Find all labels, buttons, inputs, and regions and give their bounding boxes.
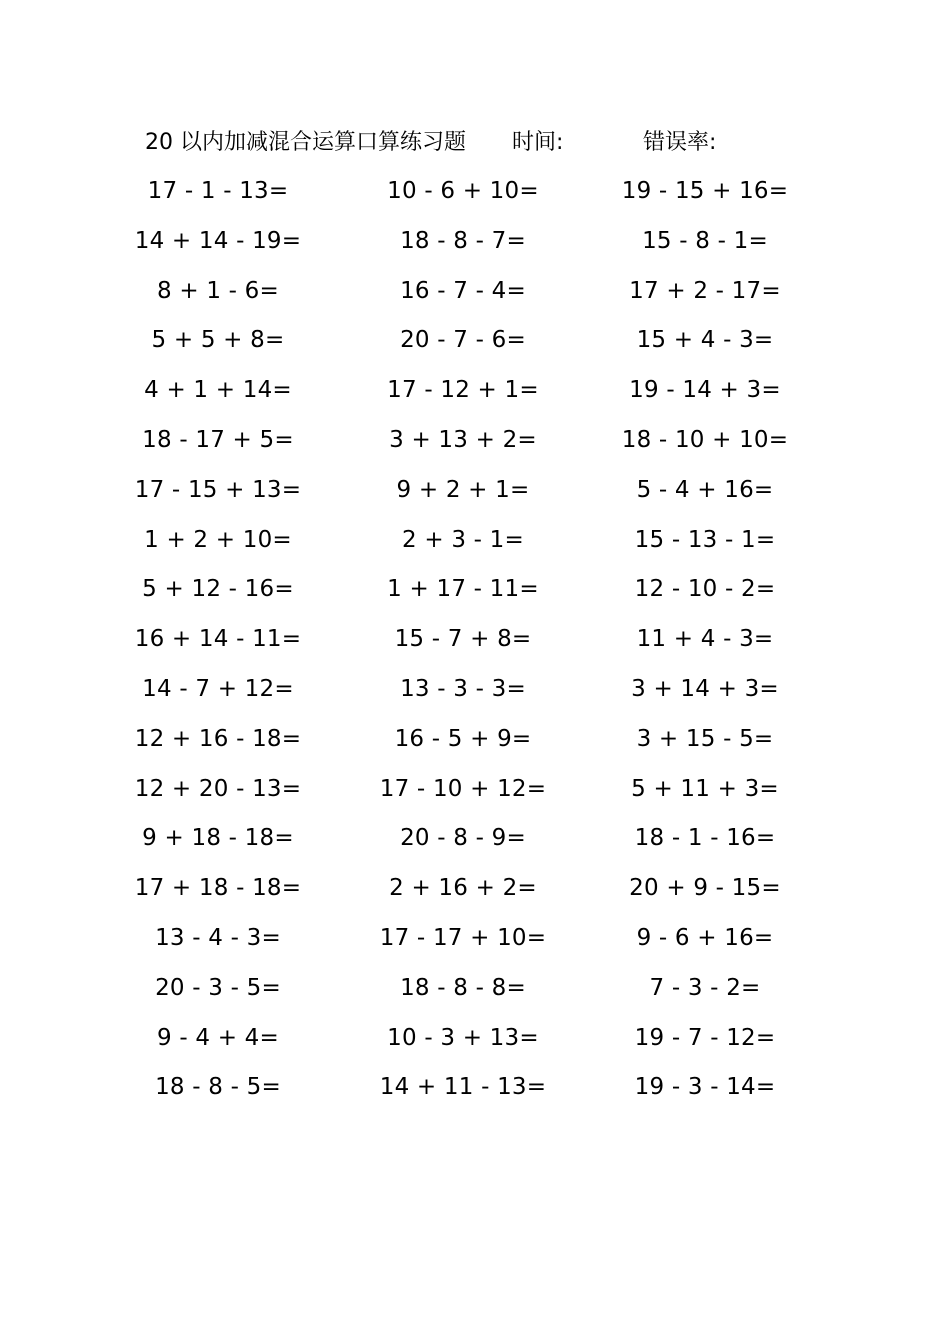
math-problem: 5 + 11 + 3= (631, 775, 779, 802)
math-problem: 7 - 3 - 2= (649, 974, 761, 1001)
math-problem: 18 - 1 - 16= (634, 825, 776, 852)
math-problem: 15 - 8 - 1= (642, 227, 768, 254)
problem-row (0, 971, 950, 1021)
problem-row (0, 274, 950, 324)
math-problem: 15 + 4 - 3= (636, 327, 774, 354)
math-problem: 17 + 2 - 17= (629, 277, 781, 304)
math-problem: 10 - 3 + 13= (387, 1024, 539, 1051)
math-problem: 20 - 8 - 9= (400, 825, 526, 852)
math-problem: 3 + 15 - 5= (636, 725, 774, 752)
math-problem: 19 - 7 - 12= (634, 1024, 776, 1051)
math-problem: 1 + 2 + 10= (144, 526, 292, 553)
math-problem: 19 - 15 + 16= (621, 178, 789, 204)
math-problem: 12 + 16 - 18= (134, 725, 302, 752)
math-problem: 19 - 14 + 3= (629, 377, 781, 404)
math-problem: 9 + 18 - 18= (142, 825, 294, 852)
math-problem: 14 - 7 + 12= (142, 675, 294, 702)
problem-row (0, 672, 950, 722)
math-problem: 3 + 13 + 2= (389, 426, 537, 453)
problem-row (0, 174, 950, 224)
math-problem: 15 - 13 - 1= (634, 526, 776, 553)
math-problem: 16 + 14 - 11= (134, 626, 302, 653)
problem-row (0, 622, 950, 672)
problem-row (0, 821, 950, 871)
problem-row (0, 871, 950, 921)
error-rate-label: 错误率: (643, 130, 717, 155)
problem-row (0, 473, 950, 523)
math-problem: 5 + 12 - 16= (142, 576, 294, 603)
math-problem: 17 - 12 + 1= (387, 377, 539, 404)
time-label: 时间: (512, 130, 564, 155)
problem-row (0, 1021, 950, 1071)
math-problem: 2 + 16 + 2= (389, 875, 537, 902)
math-problem: 9 - 6 + 16= (636, 924, 774, 951)
worksheet-title: 20 以内加减混合运算口算练习题 (145, 130, 466, 155)
problem-row (0, 224, 950, 274)
math-problem: 13 - 4 - 3= (155, 924, 281, 951)
math-problem: 17 - 1 - 13= (147, 178, 289, 204)
math-problem: 20 - 7 - 6= (400, 327, 526, 354)
problem-row (0, 572, 950, 622)
math-problem: 17 - 17 + 10= (379, 924, 547, 951)
math-problem: 18 - 17 + 5= (142, 426, 294, 453)
math-problem: 17 - 15 + 13= (134, 476, 302, 503)
math-problem: 3 + 14 + 3= (631, 675, 779, 702)
math-problem: 8 + 1 - 6= (157, 277, 279, 304)
math-problem: 5 + 5 + 8= (151, 327, 285, 354)
worksheet-header (145, 126, 805, 160)
math-problem: 12 - 10 - 2= (634, 576, 776, 603)
math-problem: 4 + 1 + 14= (144, 377, 292, 404)
math-problem: 9 + 2 + 1= (396, 476, 530, 503)
problem-row (0, 323, 950, 373)
math-problem: 17 - 10 + 12= (379, 775, 547, 802)
problem-row (0, 722, 950, 772)
math-problem: 16 - 5 + 9= (394, 725, 532, 752)
math-problem: 10 - 6 + 10= (387, 178, 539, 204)
math-problem: 2 + 3 - 1= (402, 526, 524, 553)
math-problem: 5 - 4 + 16= (636, 476, 774, 503)
math-problem: 20 + 9 - 15= (629, 875, 781, 902)
math-problem: 14 + 11 - 13= (379, 1074, 547, 1101)
problem-row (0, 921, 950, 971)
math-problem: 18 - 8 - 8= (400, 974, 526, 1001)
math-problem: 1 + 17 - 11= (387, 576, 539, 603)
math-problem: 12 + 20 - 13= (134, 775, 302, 802)
math-problem: 18 - 10 + 10= (621, 426, 789, 453)
math-problem: 15 - 7 + 8= (394, 626, 532, 653)
math-problem: 11 + 4 - 3= (636, 626, 774, 653)
math-problem: 16 - 7 - 4= (400, 277, 526, 304)
math-problem: 17 + 18 - 18= (134, 875, 302, 902)
problem-row (0, 772, 950, 822)
math-problem: 13 - 3 - 3= (400, 675, 526, 702)
problem-row (0, 1070, 950, 1120)
math-problem: 18 - 8 - 5= (155, 1074, 281, 1101)
problem-grid (0, 174, 950, 1120)
math-problem: 19 - 3 - 14= (634, 1074, 776, 1101)
problem-row (0, 423, 950, 473)
problem-row (0, 373, 950, 423)
math-problem: 20 - 3 - 5= (155, 974, 281, 1001)
math-problem: 18 - 8 - 7= (400, 227, 526, 254)
math-problem: 14 + 14 - 19= (134, 227, 302, 254)
math-problem: 9 - 4 + 4= (157, 1024, 279, 1051)
problem-row (0, 523, 950, 573)
